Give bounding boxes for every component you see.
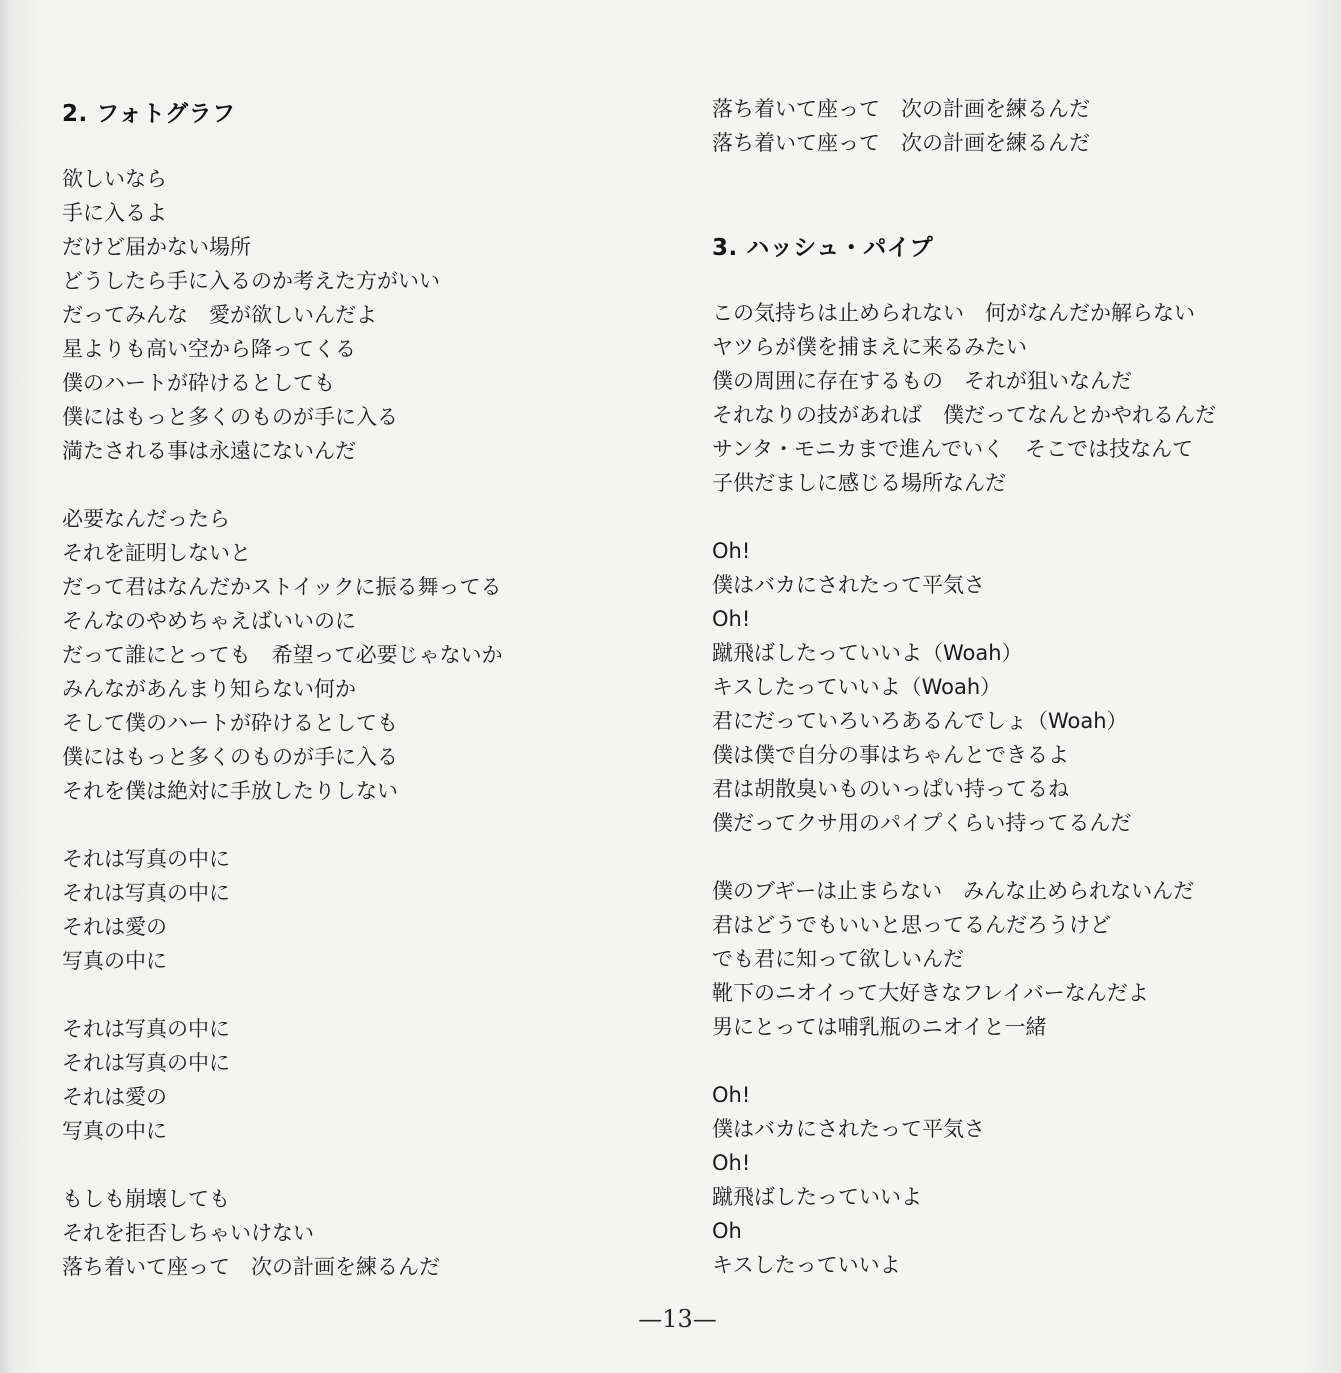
lyric-line: それは写真の中に bbox=[62, 1017, 230, 1041]
lyric-line: だけど届かない場所 bbox=[62, 235, 251, 259]
lyric-line: 落ち着いて座って 次の計画を練るんだ bbox=[62, 1255, 440, 1279]
lyric-line: 手に入るよ bbox=[62, 201, 167, 225]
lyric-line: それは写真の中に bbox=[62, 1051, 230, 1075]
lyric-line: Oh! bbox=[712, 607, 751, 631]
song-title-hash-pipe: 3. ハッシュ・パイプ bbox=[712, 235, 934, 261]
lyric-line: それは写真の中に bbox=[62, 847, 230, 871]
lyric-line: それを僕は絶対に手放したりしない bbox=[62, 779, 398, 803]
lyric-line: Oh! bbox=[712, 1083, 751, 1107]
lyric-line: 落ち着いて座って 次の計画を練るんだ bbox=[712, 97, 1090, 121]
lyric-line: 僕にはもっと多くのものが手に入る bbox=[62, 405, 398, 429]
lyric-line: どうしたら手に入るのか考えた方がいい bbox=[62, 269, 440, 293]
lyric-line: そんなのやめちゃえばいいのに bbox=[62, 609, 356, 633]
lyric-line: 僕のブギーは止まらない みんな止められないんだ bbox=[712, 879, 1195, 903]
lyric-line: この気持ちは止められない 何がなんだか解らない bbox=[712, 301, 1195, 325]
lyric-line: 必要なんだったら bbox=[62, 507, 230, 531]
lyric-line: 靴下のニオイって大好きなフレイバーなんだよ bbox=[712, 981, 1149, 1005]
page-number: —13— bbox=[638, 1305, 717, 1333]
lyric-line: 蹴飛ばしたっていいよ（Woah） bbox=[712, 641, 1023, 665]
lyric-line: 僕だってクサ用のパイプくらい持ってるんだ bbox=[712, 811, 1132, 835]
lyric-line: 僕の周囲に存在するもの それが狙いなんだ bbox=[712, 369, 1132, 393]
lyric-line: そして僕のハートが砕けるとしても bbox=[62, 711, 398, 735]
lyric-line: みんながあんまり知らない何か bbox=[62, 677, 356, 701]
lyric-line: Oh! bbox=[712, 539, 751, 563]
lyric-line: ヤツらが僕を捕まえに来るみたい bbox=[712, 335, 1027, 359]
lyric-line: それは愛の bbox=[62, 1085, 167, 1109]
lyric-line: 写真の中に bbox=[62, 1119, 167, 1143]
lyric-line: 僕にはもっと多くのものが手に入る bbox=[62, 745, 398, 769]
lyric-line: だってみんな 愛が欲しいんだよ bbox=[62, 303, 377, 327]
lyric-line: 君はどうでもいいと思ってるんだろうけど bbox=[712, 913, 1111, 937]
lyric-line: Oh bbox=[712, 1219, 742, 1243]
lyric-line: それなりの技があれば 僕だってなんとかやれるんだ bbox=[712, 403, 1216, 427]
lyric-line: もしも崩壊しても bbox=[62, 1187, 230, 1211]
lyric-line: 君は胡散臭いものいっぱい持ってるね bbox=[712, 777, 1069, 801]
lyric-line: キスしたっていいよ bbox=[712, 1253, 901, 1277]
song-title-photograph: 2. フォトグラフ bbox=[62, 101, 236, 127]
lyric-line: 落ち着いて座って 次の計画を練るんだ bbox=[712, 131, 1090, 155]
lyric-line: それを証明しないと bbox=[62, 541, 251, 565]
lyric-line: 子供だましに感じる場所なんだ bbox=[712, 471, 1006, 495]
lyric-line: だって誰にとっても 希望って必要じゃないか bbox=[62, 643, 503, 667]
lyric-line: 僕はバカにされたって平気さ bbox=[712, 1117, 985, 1141]
lyric-line: 男にとっては哺乳瓶のニオイと一緒 bbox=[712, 1015, 1047, 1039]
lyric-line: 星よりも高い空から降ってくる bbox=[62, 337, 356, 361]
lyric-line: 欲しいなら bbox=[62, 167, 167, 191]
lyric-line: でも君に知って欲しいんだ bbox=[712, 947, 964, 971]
lyric-line: 君にだっていろいろあるんでしょ（Woah） bbox=[712, 709, 1128, 733]
lyric-line: サンタ・モニカまで進んでいく そこでは技なんて bbox=[712, 437, 1194, 461]
lyric-line: それは写真の中に bbox=[62, 881, 230, 905]
lyric-line: キスしたっていいよ（Woah） bbox=[712, 675, 1002, 699]
lyric-line: 蹴飛ばしたっていいよ bbox=[712, 1185, 922, 1209]
lyric-line: 僕はバカにされたって平気さ bbox=[712, 573, 985, 597]
lyric-line: 満たされる事は永遠にないんだ bbox=[62, 439, 356, 463]
lyric-line: それを拒否しちゃいけない bbox=[62, 1221, 314, 1245]
lyric-line: だって君はなんだかストイックに振る舞ってる bbox=[62, 575, 502, 599]
lyric-line: 僕のハートが砕けるとしても bbox=[62, 371, 335, 395]
lyric-line: それは愛の bbox=[62, 915, 167, 939]
lyric-line: 写真の中に bbox=[62, 949, 167, 973]
lyric-line: Oh! bbox=[712, 1151, 751, 1175]
lyric-line: 僕は僕で自分の事はちゃんとできるよ bbox=[712, 743, 1069, 767]
